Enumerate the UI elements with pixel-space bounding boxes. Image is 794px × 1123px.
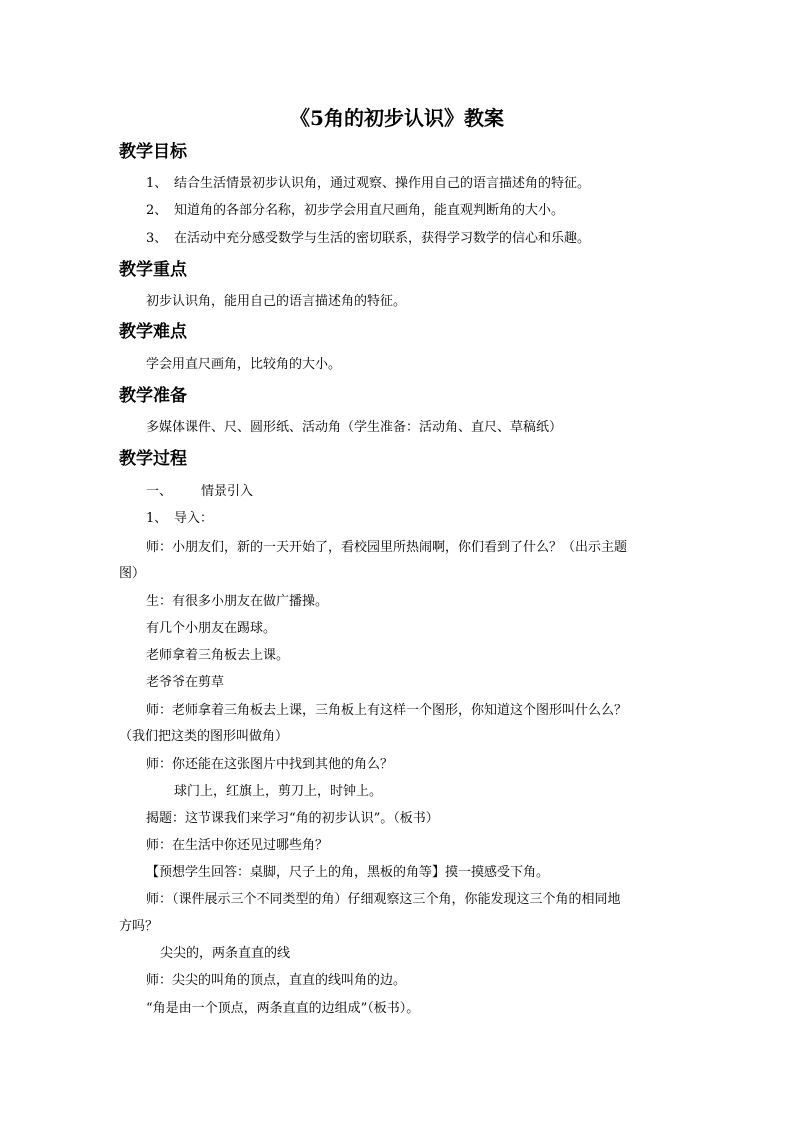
- objective-number: 1、: [146, 176, 168, 191]
- heading-difficulties: 教学难点: [119, 322, 187, 342]
- process-line-11: 揭题：这节课我们来学习“角的初步认识”。（板书）: [146, 811, 439, 826]
- objective-text: 知道角的各部分名称，初步学会用直尺画角，能直观判断角的大小。: [174, 203, 565, 218]
- process-line-16: 尖尖的，两条直直的线: [160, 946, 291, 961]
- key-points-text: 初步认识角，能用自己的语言描述角的特征。: [146, 294, 407, 309]
- step-text: 情景引入: [201, 484, 254, 499]
- objective-number: 3、: [146, 231, 168, 246]
- objective-item-2: [146, 201, 564, 221]
- objective-number: 2、: [146, 203, 168, 218]
- objective-item-3: [146, 229, 590, 249]
- heading-preparation: 教学准备: [119, 386, 187, 406]
- process-line-3: 生：有很多小朋友在做广播操。: [146, 594, 329, 609]
- process-line-6: 老爷爷在剪草: [146, 675, 225, 690]
- document-title: 《5角的初步认识》教案: [290, 106, 504, 130]
- process-line-10: 球门上，红旗上，剪刀上，时钟上。: [174, 784, 383, 799]
- heading-objectives: 教学目标: [119, 142, 187, 162]
- heading-key-points: 教学重点: [119, 260, 187, 280]
- process-line-7: 师：老师拿着三角板去上课，三角板上有这样一个图形，你知道这个图形叫什么么？: [146, 703, 628, 718]
- process-line-2: 图）: [119, 566, 146, 581]
- objective-text: 在活动中充分感受数学与生活的密切联系，获得学习数学的信心和乐趣。: [174, 231, 591, 246]
- preparation-text: 多媒体课件、尺、圆形纸、活动角（学生准备：活动角、直尺、草稿纸）: [146, 420, 563, 435]
- heading-process: 教学过程: [119, 449, 187, 469]
- process-line-17: 师：尖尖的叫角的顶点，直直的线叫角的边。: [146, 973, 407, 988]
- process-line-1: 师：小朋友们，新的一天开始了，看校园里所热闹啊，你们看到了什么？（出示主题: [146, 540, 628, 555]
- process-line-15: 方吗？: [119, 919, 159, 934]
- process-line-9: 师：你还能在这张图片中找到其他的角么？: [146, 757, 394, 772]
- process-step-1: [146, 482, 253, 502]
- process-line-4: 有几个小朋友在踢球。: [146, 621, 277, 636]
- substep-number: 1、: [146, 511, 168, 526]
- objective-text: 结合生活情景初步认识角，通过观察、操作用自己的语言描述角的特征。: [174, 176, 591, 191]
- process-line-14: 师：（课件展示三个不同类型的角）仔细观察这三个角，你能发现这三个角的相同地: [146, 892, 621, 907]
- process-line-12: 师：在生活中你还见过哪些角？: [146, 838, 329, 853]
- objective-item-1: [146, 174, 590, 194]
- difficulties-text: 学会用直尺画角，比较角的大小。: [146, 357, 342, 372]
- process-line-8: （我们把这类的图形叫做角）: [119, 729, 289, 744]
- step-number: 一、: [146, 484, 173, 499]
- process-line-13: 【预想学生回答：桌脚，尺子上的角，黑板的角等】摸一摸感受下角。: [146, 865, 550, 880]
- substep-text: 导入：: [174, 511, 214, 526]
- process-line-5: 老师拿着三角板去上课。: [146, 648, 290, 663]
- process-substep-1: [146, 509, 213, 529]
- process-line-18: “角是由一个顶点，两条直直的边组成”（板书）。: [146, 1001, 420, 1016]
